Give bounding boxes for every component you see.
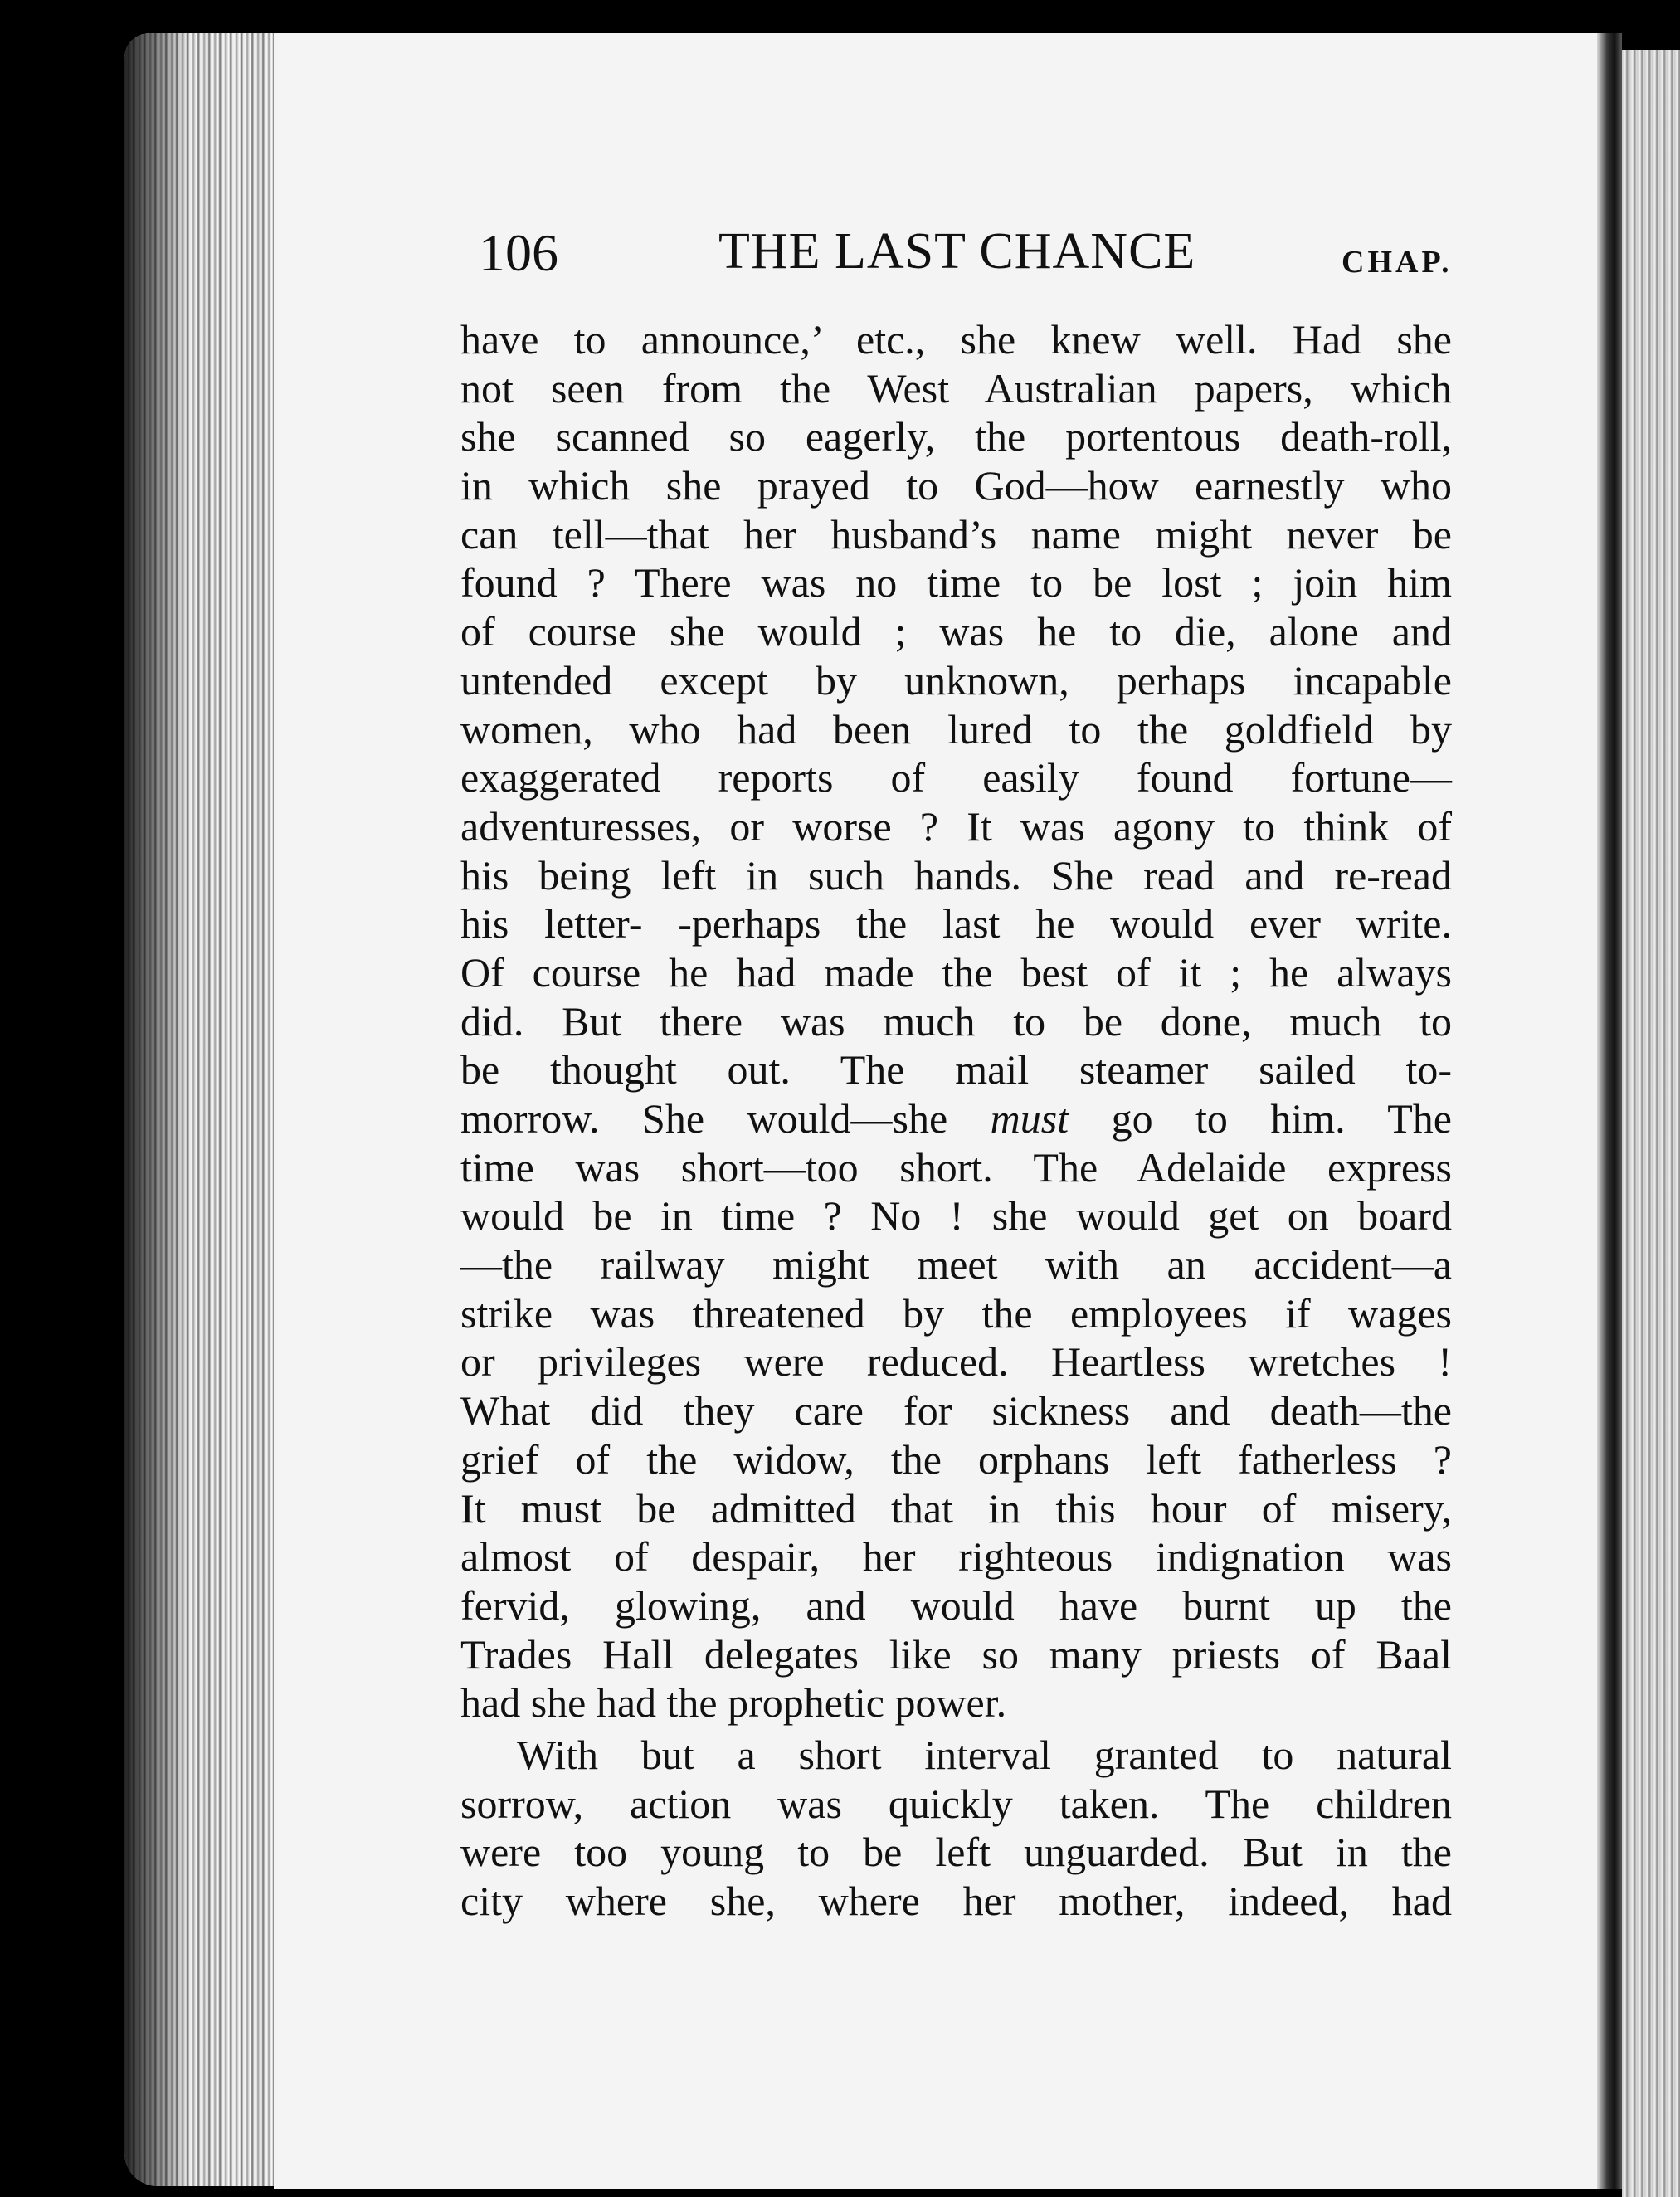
text-line: fervid, glowing, and would have burnt up the [460, 1581, 1452, 1629]
chapter-label: CHAP. [1342, 245, 1453, 280]
text-line: What did they care for sickness and death—the [460, 1387, 1452, 1435]
text-line: strike was threatened by the employees if wages [460, 1289, 1452, 1337]
text-line: in which she prayed to God—how earnestly who [460, 462, 1452, 509]
text-line: sorrow, action was quickly taken. The children [460, 1780, 1452, 1827]
text-line: be thought out. The mail steamer sailed to- [460, 1046, 1452, 1094]
text-line: or privileges were reduced. Heartless wretches ! [460, 1338, 1452, 1386]
text-line: have to announce,’ etc., she knew well. Had she [460, 316, 1452, 363]
text-line: of course she would ; was he to die, alone and [460, 608, 1452, 655]
text-line: It must be admitted that in this hour of misery, [460, 1484, 1452, 1532]
text-line: did. But there was much to be done, much to [460, 997, 1452, 1045]
paragraph-1 [460, 315, 1452, 1727]
text-line: can tell—that her husband’s name might never be [460, 510, 1452, 558]
page-number: 106 [479, 223, 558, 282]
text-line: —the railway might meet with an accident—a [460, 1241, 1452, 1288]
text-line: would be in time ? No ! she would get on board [460, 1192, 1452, 1240]
text-line: found ? There was no time to be lost ; join him [460, 559, 1452, 606]
text-line: she scanned so eagerly, the portentous death-roll, [460, 413, 1452, 460]
paragraph-2 [460, 1731, 1452, 1926]
text-line: adventuresses, or worse ? It was agony to think of [460, 802, 1452, 850]
text-segment: morrow. She would—she [460, 1095, 991, 1142]
text-line: almost of despair, her righteous indignation was [460, 1533, 1452, 1581]
text-line: women, who had been lured to the goldfield by [460, 705, 1452, 753]
text-line: his being left in such hands. She read and re-read [460, 851, 1452, 899]
running-title: THE LAST CHANCE [718, 223, 1196, 280]
text-line-with-emphasis [460, 1094, 1452, 1143]
text-line: were too young to be left unguarded. But in the [460, 1829, 1452, 1876]
running-header [0, 222, 1680, 289]
text-line: With but a short interval granted to natural [517, 1731, 1452, 1778]
text-line: Trades Hall delegates like so many priests of Baal [460, 1630, 1452, 1678]
left-edge-shadow [124, 33, 191, 2186]
right-page-edges [1622, 50, 1680, 2197]
text-line: time was short—too short. The Adelaide express [460, 1143, 1452, 1191]
text-segment: go to him. The [1069, 1095, 1452, 1142]
book-gutter [1597, 33, 1622, 2189]
text-line: untended except by unknown, perhaps incapable [460, 656, 1452, 704]
text-line: grief of the widow, the orphans left fatherless ? [460, 1435, 1452, 1483]
text-line: exaggerated reports of easily found fortune— [460, 754, 1452, 801]
emphasized-word: must [990, 1095, 1069, 1142]
text-line: Of course he had made the best of it ; he always [460, 948, 1452, 996]
text-line: his letter- -perhaps the last he would ever write. [460, 900, 1452, 947]
body-text [460, 315, 1452, 1926]
text-line: city where she, where her mother, indeed, had [460, 1878, 1452, 1924]
text-line: not seen from the West Australian papers, which [460, 364, 1452, 412]
text-line: had she had the prophetic power. [460, 1679, 1007, 1727]
